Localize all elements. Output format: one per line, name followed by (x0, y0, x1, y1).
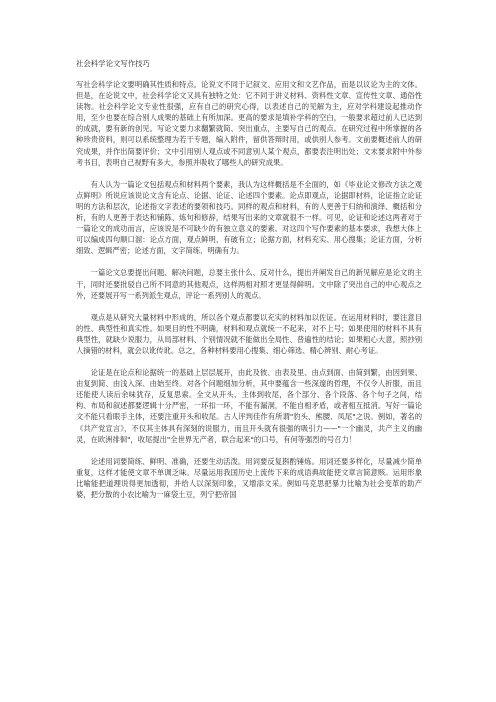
document-title: 社会科学论文写作技巧 (76, 59, 150, 68)
paragraph: 写社会科学论文要明确其性质和特点。论说文不同于记叙文、应用文和文艺作品，而是以议论为主的文体。但是，在论说文中，社会科学论文又具有独特之处：它不同于讲义材料、资料性文章、宣传性文章、通俗性读物。社会科学论文专业性很强，应有自己的研究心得，以表述自己的见解为主，应对学科建设起推动作用，至少也要在综合别人成果的基础上有所加深。更高的要求是填补学科的空白，一般要求超过前人已达到的成就，要有新的创见。写论文要力求翻繁就简、突出重点，主要写自己的观点。在研究过程中所掌握的各种珍贵资料，则可以系统整理为若干专题，编入附件，留供答辩时用，或供别人参考。文前要概述前人的研究成果，并作出简要评价；文中引用别人观点或不同意别人某个观点，都要表注明出处；文末要求附中外参考书目，表明自己视野有多大，参照并吸收了哪些人的研究成果。 (76, 80, 422, 167)
paragraph: 论证是在论点和论据统一的基础上层层展开，由此及彼、由表及里、由点到面、由简到繁，由因到果、由复到简、由浅入深、由始至终。对各个问题细加分析，其中要蕴含一些深邃的哲理，不仅令人折服，而且还能使人读后余味犹存，反复思索。全文从开头、主体到收尾，各个部分、各个段落、各个句子之间，结构、布局和叙述都要逻辑十分严密，一环扣一环，不能有漏洞，不能自相矛盾，或者相互抵消。写好一篇论文不能只看眼手主体，还要注重开头和收尾。古人评判佳作有所谓"豹头、熊腰、凤尾"之说。例如，著名的《共产党宣言》，不仅其主体具有深刻的说服力，而且开头就有很强的吸引力——"一个幽灵，共产主义的幽灵，在欧洲徘徊"，收尾提出"全世界无产者，联合起来"的口号，有何等强烈的号召力！ (76, 368, 422, 444)
paragraph: 一篇论文总要提出问题、解决问题，总要主张什么、反对什么，提出并阐发自己的新见解应是论文的主干，同时还要批驳自己所不同意的其他观点，这样两相对照才更显得鲜明。文中除了突出自己的中心观点之外，还要展开写一系列派生观点，评论一系列别人的观点。 (76, 268, 422, 300)
paragraph: 论述用词要简练、鲜明、准确，还要生动活泼。用词要反复斟酌锤炼。用词还要多样化，尽量减少简单重复，这样才能使文章不单调乏味。尽量运用我国历史上流传下来的成语典故能使文章言简意赅。运用形象比喻能把道理说得更加透彻，并给人以深刻印象，又增添文采。例如马克思把暴力比喻为社会变革的助产婆，把分散的小农比喻为一麻袋土豆，列宁把帝国 (76, 456, 422, 499)
paragraph: 观点是从研究大量材料中形成的，所以各个观点都要以充实的材料加以佐证。在运用材料时，要注意目的性、典型性和真实性。如果目的性不明确，材料和观点就统一不起来，对不上号；如果使用的材料不具有典型性，就缺少说服力，从局部材料、个别情况就不能做出全局性、普遍性的结论；如果粗心大意，照抄别人摘错的材料，就会以讹传讹。总之，各种材料要用心搜集、细心筛选、精心辨别、耐心考证。 (76, 312, 422, 355)
document-page (76, 58, 422, 511)
paragraph: 有人认为一篇论文包括观点和材料两个要素，我认为这样概括是不全面的，如《毕业论文修改方法之观点鲜明》所说应该说论文含有论点、论据、论证、论述四个要素。论点即观点，论据即材料，论证指立论证明的方法和层次，论述指文字表述的要领和技巧。同样的观点和材料，有的人更善于归纳和演绎、概括和分析，有的人更善于表达和铺陈、炼句和修辞，结果写出来的文章就很不一样。可见，论证和论述这两者对于一篇论文的成功而言，应该说是不可缺少的有独立意义的要素。对这四个写作要素的基本要求，我想大体上可以编成四句顺口溜：论点方面，观点鲜明、有破有立；论据方面，材料充实、用心搜集；论证方面，分析细致、逻辑严密；论述方面，文字简练、明确有力。 (76, 179, 422, 256)
